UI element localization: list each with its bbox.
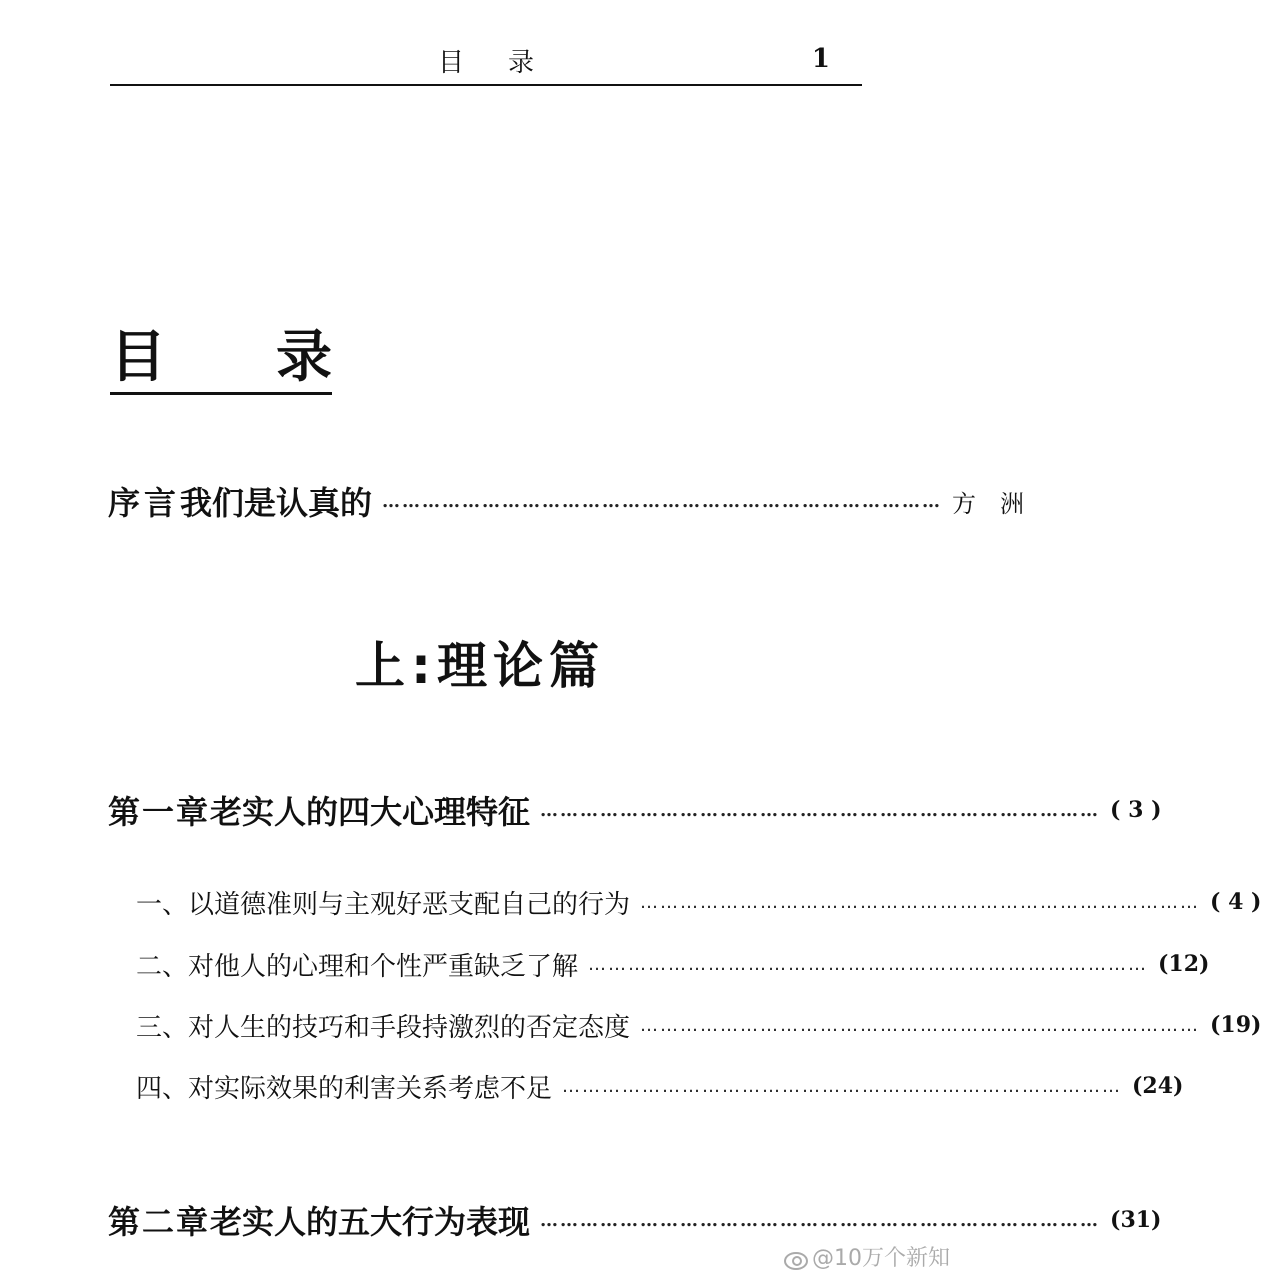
dot-leader: ………………………………………………………………………… <box>540 1209 1101 1231</box>
section-page: (12) <box>1158 951 1210 977</box>
chapter-title: 老实人的四大心理特征 <box>210 793 531 831</box>
dot-leader: ………………………………………………………………………… <box>588 953 1149 975</box>
dot-leader: ………………………………………………………………………… <box>640 1014 1201 1036</box>
preface-author: 方洲 <box>952 489 1049 518</box>
toc-entry-chapter <box>108 786 1162 834</box>
page-number: 1 <box>811 44 830 74</box>
part-title: 上:理论篇 <box>355 637 605 695</box>
dot-leader: ………………………………………………………………………… <box>640 891 1201 913</box>
chapter-title: 老实人的五大行为表现 <box>210 1203 531 1241</box>
chapter-number: 第一章 <box>108 793 211 831</box>
chapter-page: ( 3 ) <box>1110 797 1162 823</box>
section-title: 一、以道德准则与主观好恶支配自己的行为 <box>136 889 631 920</box>
preface-label: 序言 <box>108 484 181 522</box>
toc-heading-char-1: 目 <box>110 325 166 390</box>
watermark-text: @10万个新知 <box>812 1246 950 1271</box>
toc-entry-chapter <box>108 1196 1162 1244</box>
dot-leader: ………………………………………………………………………… <box>562 1075 1123 1097</box>
toc-entry-section <box>136 944 1210 984</box>
toc-entry-preface <box>108 478 1049 524</box>
section-title: 三、对人生的技巧和手段持激烈的否定态度 <box>136 1012 631 1043</box>
running-head-title: 目录 <box>437 48 578 78</box>
toc-entry-section <box>136 882 1261 922</box>
weibo-icon <box>782 1247 808 1267</box>
chapter-number: 第二章 <box>108 1203 211 1241</box>
toc-heading <box>110 320 332 395</box>
toc-entry-section <box>136 1066 1184 1106</box>
section-page: (24) <box>1132 1073 1184 1099</box>
section-page: (19) <box>1210 1012 1261 1038</box>
toc-heading-char-2: 录 <box>276 325 332 390</box>
section-title: 四、对实际效果的利害关系考虑不足 <box>136 1073 553 1104</box>
section-page: ( 4 ) <box>1210 889 1261 915</box>
dot-leader: ………………………………………………………………………… <box>382 490 943 512</box>
dot-leader: ………………………………………………………………………… <box>540 799 1101 821</box>
toc-entry-section <box>136 1005 1261 1045</box>
section-title: 二、对他人的心理和个性严重缺乏了解 <box>136 951 579 982</box>
chapter-page: (31) <box>1110 1207 1162 1233</box>
watermark <box>782 1241 950 1272</box>
running-head <box>110 38 862 86</box>
preface-title: 我们是认真的 <box>180 484 373 522</box>
